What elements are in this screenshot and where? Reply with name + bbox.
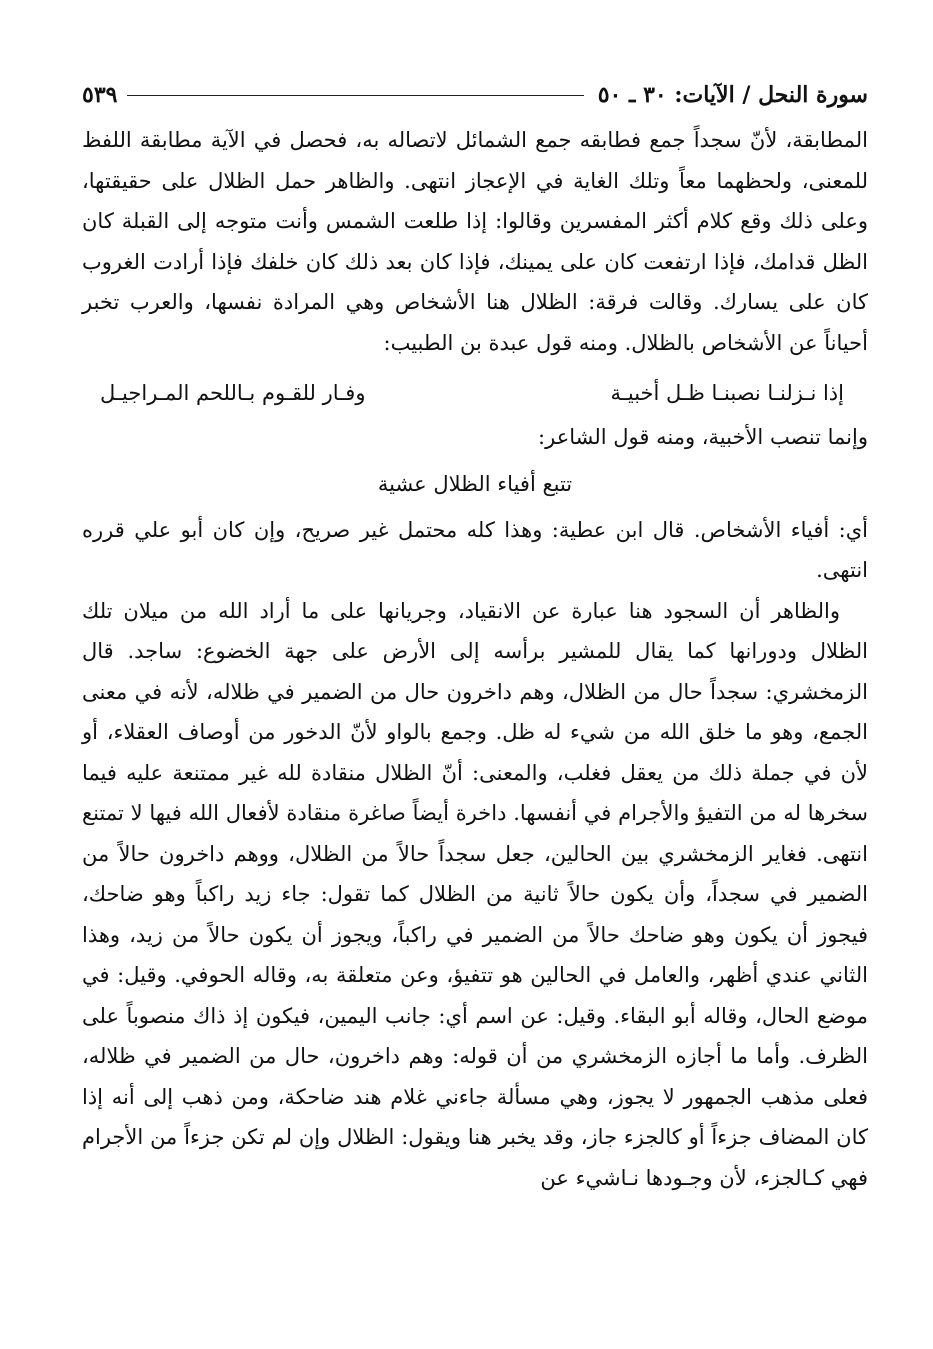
document-page [82,74,868,1198]
body-text [82,120,868,1198]
verse-2: تتبع أفياء الظلال عشية [377,471,573,496]
header-rule [127,95,583,96]
paragraph-4: والظاهر أن السجود هنا عبارة عن الانقياد، وجريانها على ما أراد الله من ميلان تلك الظلال ودورانها كما يقال للمشير برأسه إلى الأرض على جهة الخضوع: ساجد. قال الزمخشري: سجداً حال من الظلال، وهم داخرون حال من الضمير في ظلاله، لأنه في معنى الجمع، وهو ما خلق الله من شيء له ظل. وجمع بالواو لأنّ الدخور من أوصاف العقلاء، أو لأن في جملة ذلك من يعقل فغلب، والمعنى: أنّ الظلال منقادة لله غير ممتنعة عليه فيما سخرها له من التفيؤ والأجرام في أنفسها. داخرة أيضاً صاغرة منقادة لأفعال الله فيها لا تمتنع انتهى. فغاير الزمخشري بين الحالين، جعل سجداً حالاً من الظلال، ووهم داخرون حالاً من الضمير في سجداً، وأن يكون حالاً ثانية من الظلال كما تقول: جاء زيد راكباً وهو ضاحك، فيجوز أن يكون وهو ضاحك حالاً من الضمير في راكباً، ويجوز أن يكون حالاً من زيد، وهذا الثاني عندي أظهر، والعامل في الحالين هو تتفيؤ، وعن متعلقة به، وقاله الحوفي. وقيل: في موضع الحال، وقاله أبو البقاء. وقيل: عن اسم أي: جانب اليمين، فيكون إذ ذاك منصوباً على الظرف. وأما ما أجازه الزمخشري من أن قوله: وهم داخرون، حال من الضمير في ظلاله، فعلى مذهب الجمهور لا يجوز، وهي مسألة جاءني غلام هند ضاحكة، ومن ذهب إلى أنه إذا كان المضاف جزءاً أو كالجزء جاز، وقد يخبر هنا ويقول: الظلال وإن لم تكن جزءاً من الأجرام فهي كـالجزء، لأن وجـودها نـاشيء عن [82,598,868,1190]
verse-1-second-hemistich: وفـار للقـوم بـاللحم المـراجيـل [100,381,366,405]
verse-1 [82,369,868,417]
paragraph-1: المطابقة، لأنّ سجداً جمع فطابقه جمع الشمائل لاتصاله به، فحصل في الآية مطابقة اللفظ للمعنى، ولحظهما معاً وتلك الغاية في الإعجاز انتهى. والظاهر حمل الظلال على حقيقتها، وعلى ذلك وقع كلام أكثر المفسرين وقالوا: إذا طلعت الشمس وأنت متوجه إلى القبلة كان الظل قدامك، فإذا ارتفعت كان على يمينك، فإذا كان بعد ذلك كان خلفك فإذا أرادت الغروب كان على يسارك. وقالت فرقة: الظلال هنا الأشخاص وهي المرادة نفسها، والعرب تخبر أحياناً عن الأشخاص بالظلال. ومنه قول عبدة بن الطبيب: [82,128,868,355]
paragraph-2: وإنما تنصب الأخبية، ومنه قول الشاعر: [538,425,868,449]
running-header [82,74,868,116]
header-title: سورة النحل / الآيات: ٣٠ ـ ٥٠ [597,82,868,108]
page-number: ٥٣٩ [82,82,118,108]
paragraph-3: أي: أفياء الأشخاص. قال ابن عطية: وهذا كله محتمل غير صريح، وإن كان أبو علي قرره انتهى. [82,517,868,582]
verse-1-first-hemistich: إذا نـزلنـا نصبنـا ظـل أخبيـة [610,381,844,405]
